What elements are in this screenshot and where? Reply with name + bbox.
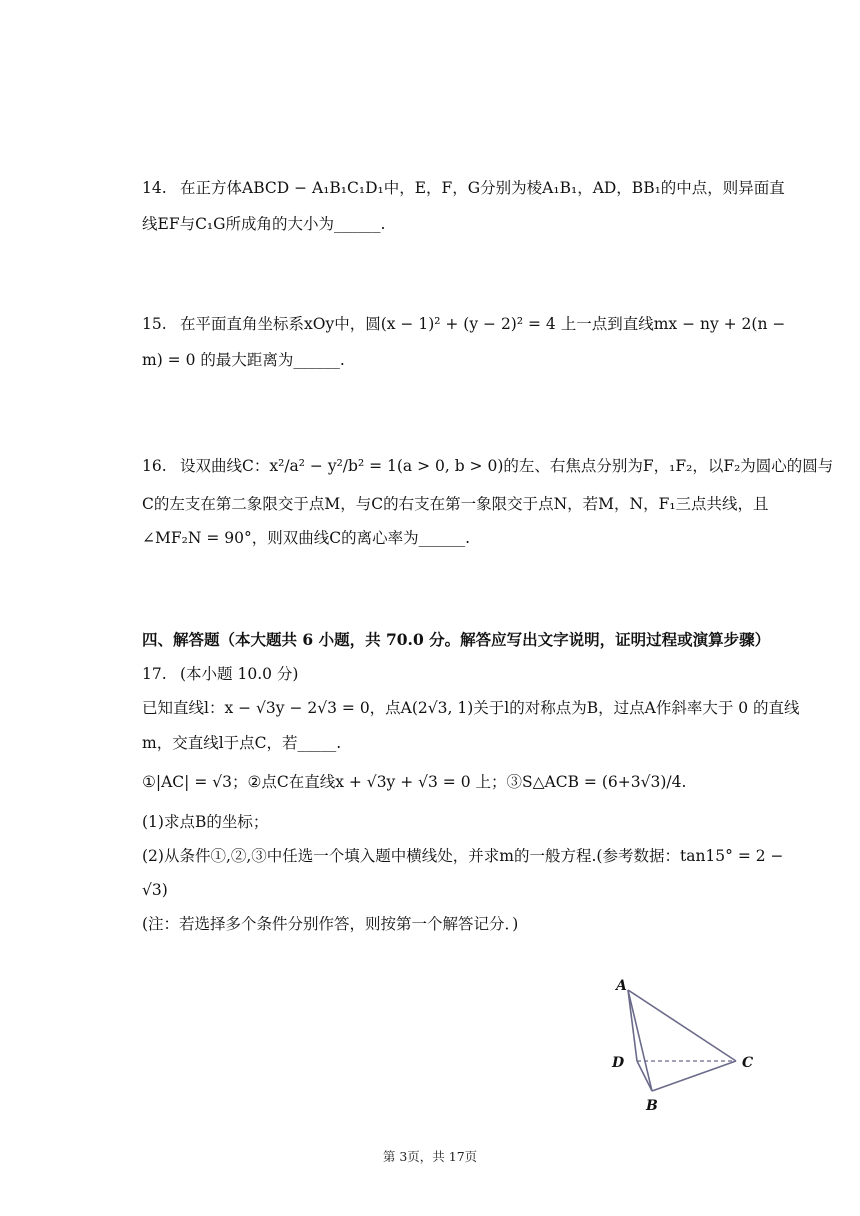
q14-line1 <box>142 178 785 198</box>
q15-line2 <box>142 350 345 370</box>
q14-line2 <box>142 214 385 234</box>
q15-line1 <box>142 314 785 334</box>
q15-text-2: m) = 0 的最大距离为______. <box>142 351 345 369</box>
q16-line2 <box>142 494 769 514</box>
q16-number: 16. <box>142 457 167 475</box>
q17-score: (本小题 10.0 分) <box>180 665 299 683</box>
section-heading: 四、解答题（本大题共 6 小题，共 70.0 分。解答应写出文字说明，证明过程或演算步骤） <box>142 630 771 649</box>
q15-text-1: 在平面直角坐标系xOy中，圆(x − 1)² + (y − 2)² = 4 上一点到直线mx − ny + 2(n − <box>180 315 786 333</box>
q16-text-3: ∠MF₂N = 90°，则双曲线C的离心率为______. <box>142 529 470 547</box>
q17-header <box>142 664 298 684</box>
q17-line1: 已知直线l：x − √3y − 2√3 = 0，点A(2√3, 1)关于l的对称点为B，过点A作斜率大于 0 的直线 <box>142 699 800 717</box>
label-a: A <box>616 978 627 994</box>
q17-line2: m，交直线l于点C，若_____. <box>142 734 342 752</box>
q16-text-2: C的左支在第二象限交于点M，与C的右支在第一象限交于点N，若M，N，F₁三点共线，且 <box>142 495 769 513</box>
q17-line3: ①|AC| = √3；②点C在直线x + √3y + √3 = 0 上；③S△ACB = (6+3√3)/4. <box>142 773 687 791</box>
edge-db <box>637 1061 652 1091</box>
pyramid-figure <box>606 974 756 1119</box>
q17-line6: √3) <box>142 881 168 899</box>
label-c: C <box>742 1055 754 1071</box>
label-d: D <box>612 1055 625 1071</box>
q15-number: 15. <box>142 315 167 333</box>
q16-text-1: 设双曲线C：x²/a² − y²/b² = 1(a > 0, b > 0)的左、右焦点分别为F，₁F₂，以F₂为圆心的圆与 <box>180 457 834 475</box>
q14-number: 14. <box>142 179 167 197</box>
q17-line4: (1)求点B的坐标； <box>142 813 269 831</box>
q17-line7: (注：若选择多个条件分别作答，则按第一个解答记分．) <box>142 915 519 933</box>
q17-number: 17. <box>142 665 167 683</box>
q16-line1 <box>142 456 833 476</box>
edge-ac <box>628 990 736 1061</box>
q14-text-2: 线EF与C₁G所成角的大小为______. <box>142 215 386 233</box>
q17-line5: (2)从条件①,②,③中任选一个填入题中横线处，并求m的一般方程.(参考数据：tan15° = 2 − <box>142 847 784 865</box>
page-footer: 第 3页，共 17页 <box>382 1149 478 1164</box>
edge-bc <box>652 1061 736 1091</box>
edge-ab <box>628 990 652 1091</box>
label-b: B <box>646 1098 658 1114</box>
q16-line3 <box>142 528 470 548</box>
q14-text-1: 在正方体ABCD − A₁B₁C₁D₁中，E，F，G分别为棱A₁B₁，AD，BB₁的中点，则异面直 <box>180 179 785 197</box>
